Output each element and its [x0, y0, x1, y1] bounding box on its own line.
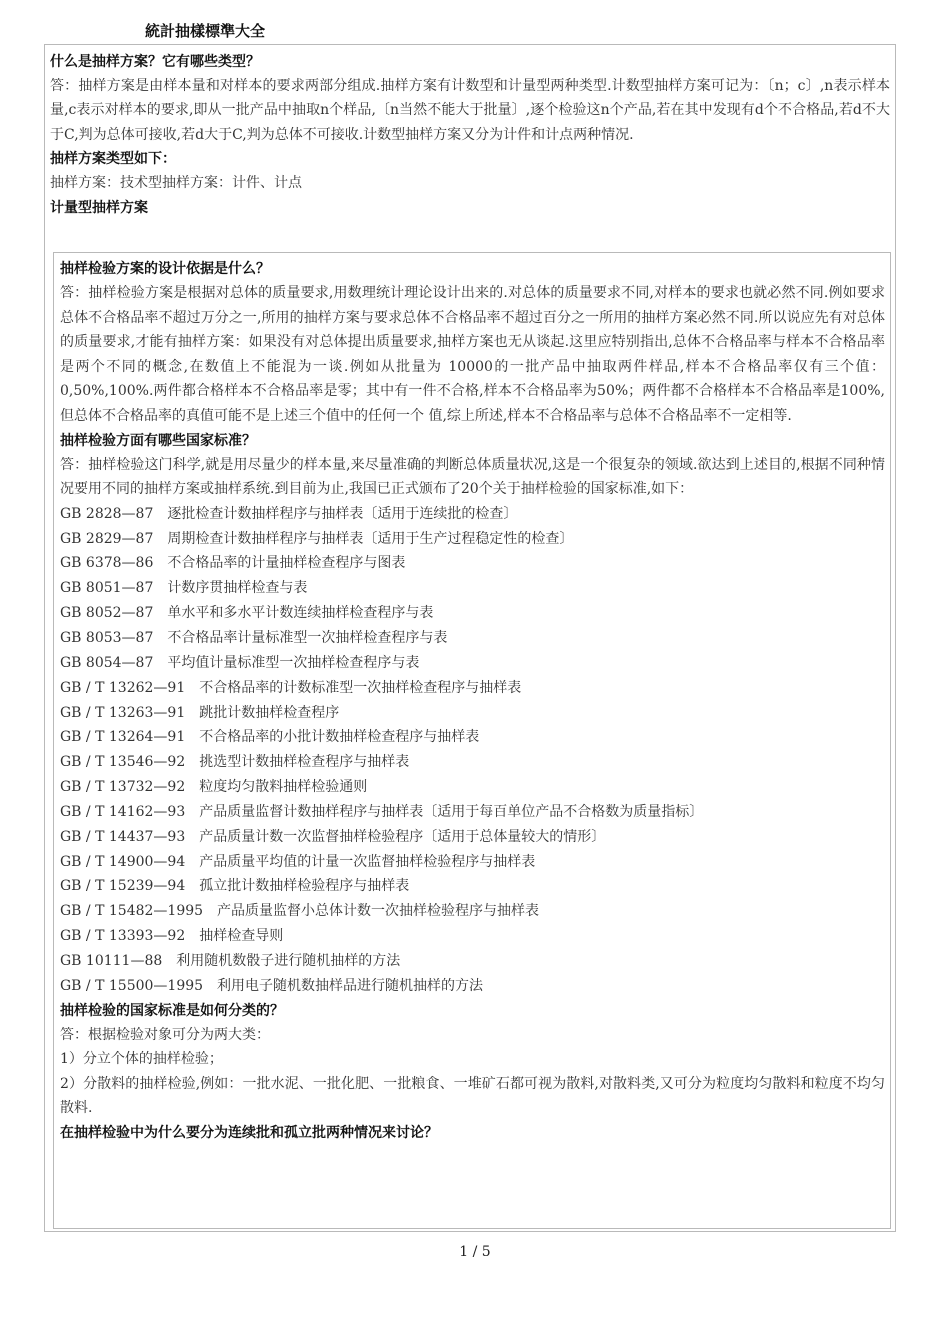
standard-item: GB 8051—87 计数序贯抽样检查与表 — [60, 580, 308, 597]
answer-paragraph: 答：根据检验对象可分为两大类： — [60, 1026, 270, 1043]
standard-item: GB / T 14162—93 产品质量监督计数抽样程序与抽样表〔适用于每百单位产品不合格数为质量指标〕 — [60, 803, 704, 820]
question-heading: 在抽样检验中为什么要分为连续批和孤立批两种情况来讨论？ — [60, 1125, 438, 1141]
subheading-plan-types: 抽样方案类型如下： — [50, 151, 176, 168]
standards-list — [60, 502, 885, 999]
standard-item: GB 2829—87 周期检查计数抽样程序与抽样表〔适用于生产过程稳定性的检查〕 — [60, 530, 574, 547]
section-sampling-plan — [50, 50, 890, 220]
standard-item: GB / T 15482—1995 产品质量监督小总体计数一次抽样检验程序与抽样表 — [60, 903, 540, 920]
list-item: 1）分立个体的抽样检验； — [60, 1051, 223, 1068]
question-heading: 抽样检验方案的设计依据是什么？ — [60, 261, 270, 277]
answer-paragraph: 答：抽样方案是由样本量和对样本的要求两部分组成.抽样方案有计数型和计量型两种类型.计数型抽样方案可记为：〔n；c〕,n表示样本量,c表示对样本的要求,即从一批产品中抽取n个样品,〔n当然不能大于批量〕,逐个检验这n个产品,若在其中发现有d个不合格品,若d不大于C,判为总体可接收,若d大于C,判为总体不可接收.计数型抽样方案又分为计件和计点两种情况. — [50, 78, 890, 143]
answer-paragraph: 答：抽样检验这门科学,就是用尽量少的样本量,来尽量准确的判断总体质量状况,这是一个很复杂的领域.欲达到上述目的,根据不同种情况要用不同的抽样方案或抽样系统.到目前为止,我国已正式颁布了20个关于抽样检验的国家标准,如下： — [60, 456, 885, 498]
standard-item: GB / T 14900—94 产品质量平均值的计量一次监督抽样检验程序与抽样表 — [60, 853, 536, 870]
standard-item: GB 8052—87 单水平和多水平计数连续抽样检查程序与表 — [60, 605, 434, 622]
answer-paragraph: 答：抽样检验方案是根据对总体的质量要求,用数理统计理论设计出来的.对总体的质量要求不同,对样本的要求也就必然不同.例如要求总体不合格品率不超过万分之一,所用的抽样方案与要求总体不合格品率不超过百分之一所用的抽样方案必然不同.所以说应先有对总体的质量要求,才能有抽样方案：如果没有对总体提出质量要求,抽样方案也无从谈起.这里应特别指出,总体不合格品率与样本不合格品率是两个不同的概念,在数值上不能混为一谈.例如从批量为 10000的一批产品中抽取两件样品,样本不合格品率仅有三个值：0,50%,100%.两件都合格样本不合格品率是零；其中有一件不合格,样本不合格品率为50%；两件都不合格样本不合格品率是100%,但总体不合格品率的真值可能不是上述三个值中的任何一个 值,综上所述,样本不合格品率与总体不合格品率不一定相等. — [60, 285, 885, 424]
list-item: 2）分散料的抽样检验,例如：一批水泥、一批化肥、一批粮食、一堆矿石都可视为散料,对散料类,又可分为粒度均匀散料和粒度不均匀散料. — [60, 1075, 885, 1117]
standard-item: GB / T 14437—93 产品质量计数一次监督抽样检验程序〔适用于总体量较大的情形〕 — [60, 828, 606, 845]
question-heading: 抽样检验方面有哪些国家标准？ — [60, 432, 256, 449]
question-heading: 抽样检验的国家标准是如何分类的？ — [60, 1002, 284, 1019]
question-heading: 什么是抽样方案？它有哪些类型？ — [50, 54, 260, 70]
standard-item: GB / T 13263—91 跳批计数抽样检查程序 — [60, 704, 340, 721]
standard-item: GB / T 15500—1995 利用电子随机数抽样品进行随机抽样的方法 — [60, 977, 484, 994]
standard-item: GB 8053—87 不合格品率计量标准型一次抽样检查程序与表 — [60, 629, 448, 646]
subheading-measurement-plan: 计量型抽样方案 — [50, 199, 148, 216]
standard-item: GB / T 15239—94 孤立批计数抽样检验程序与抽样表 — [60, 878, 410, 895]
standard-item: GB / T 13393—92 抽样检查导则 — [60, 928, 284, 945]
standard-item: GB 8054—87 平均值计量标准型一次抽样检查程序与表 — [60, 654, 420, 671]
page-number: 1 / 5 — [459, 1244, 491, 1260]
standard-item: GB 2828—87 逐批检查计数抽样程序与抽样表〔适用于连续批的检查〕 — [60, 505, 518, 522]
standard-item: GB 6378—86 不合格品率的计量抽样检查程序与图表 — [60, 555, 406, 572]
plan-types-line: 抽样方案：技术型抽样方案：计件、计点 — [50, 175, 302, 192]
standard-item: GB 10111—88 利用随机数骰子进行随机抽样的方法 — [60, 952, 401, 969]
standard-item: GB / T 13546—92 挑选型计数抽样检查程序与抽样表 — [60, 754, 410, 771]
standard-item: GB / T 13262—91 不合格品率的计数标准型一次抽样检查程序与抽样表 — [60, 679, 522, 696]
document-title: 統計抽樣標準大全 — [145, 22, 266, 40]
standard-item: GB / T 13732—92 粒度均匀散料抽样检验通则 — [60, 779, 368, 796]
standard-item: GB / T 13264—91 不合格品率的小批计数抽样检查程序与抽样表 — [60, 729, 480, 746]
inner-frame — [53, 252, 891, 1229]
